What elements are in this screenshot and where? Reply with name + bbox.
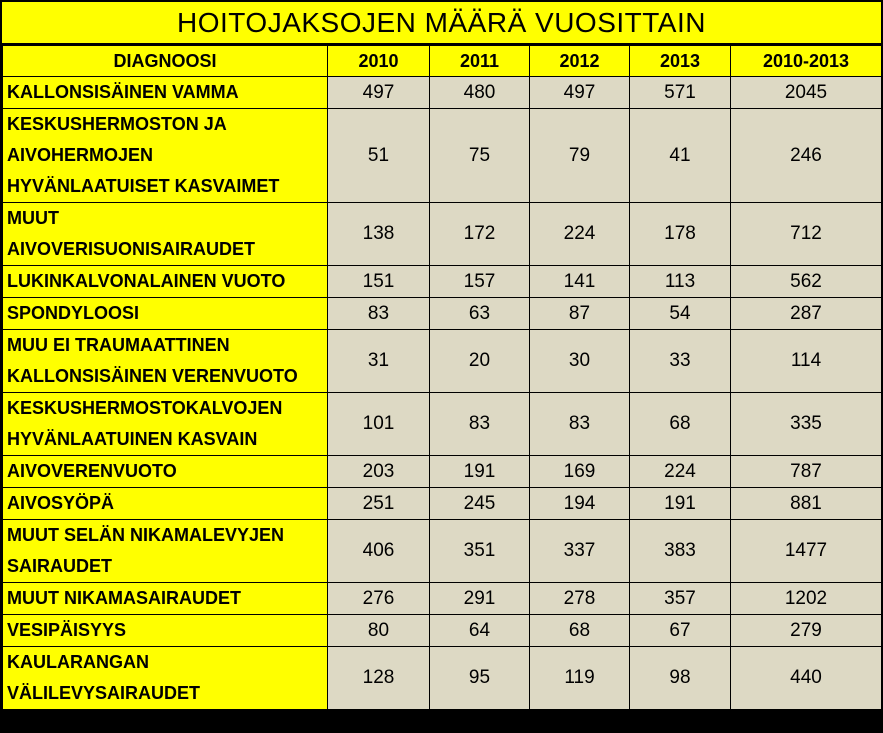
diagnosis-cell[interactable] — [3, 266, 328, 298]
value-cell[interactable]: 141 — [530, 266, 630, 298]
table-row — [3, 647, 882, 710]
value-cell[interactable]: 245 — [430, 488, 530, 520]
value-cell[interactable]: 64 — [430, 615, 530, 647]
value-cell[interactable]: 54 — [630, 298, 731, 330]
diagnosis-cell[interactable] — [3, 520, 328, 583]
table-row — [3, 488, 882, 520]
value-cell[interactable]: 440 — [731, 647, 882, 710]
value-cell[interactable]: 51 — [328, 109, 430, 203]
value-cell[interactable]: 33 — [630, 330, 731, 393]
value-cell[interactable]: 80 — [328, 615, 430, 647]
diagnosis-cell[interactable] — [3, 488, 328, 520]
diagnosis-line: KESKUSHERMOSTOKALVOJEN — [7, 398, 283, 418]
value-cell[interactable]: 291 — [430, 583, 530, 615]
diagnosis-line: MUUT SELÄN NIKAMALEVYJEN — [7, 525, 285, 545]
value-cell[interactable]: 279 — [731, 615, 882, 647]
diagnosis-line: AIVOVERISUONISAIRAUDET — [7, 239, 256, 259]
value-cell[interactable]: 383 — [630, 520, 731, 583]
table-row — [3, 77, 882, 109]
column-header-2013[interactable]: 2013 — [630, 46, 731, 77]
diagnosis-line: LUKINKALVONALAINEN VUOTO — [7, 271, 286, 291]
table-row — [3, 109, 882, 203]
value-cell[interactable]: 406 — [328, 520, 430, 583]
table-row — [3, 330, 882, 393]
value-cell[interactable]: 128 — [328, 647, 430, 710]
diagnosis-line: VESIPÄISYYS — [7, 620, 127, 640]
data-table — [2, 45, 882, 710]
diagnosis-line: KAULARANGAN — [7, 652, 149, 672]
column-header-diagnosis[interactable]: DIAGNOOSI — [3, 46, 328, 77]
table-row — [3, 583, 882, 615]
value-cell[interactable]: 1477 — [731, 520, 882, 583]
value-cell[interactable]: 31 — [328, 330, 430, 393]
value-cell[interactable]: 497 — [328, 77, 430, 109]
value-cell[interactable]: 98 — [630, 647, 731, 710]
table-row — [3, 520, 882, 583]
value-cell[interactable]: 20 — [430, 330, 530, 393]
value-cell[interactable]: 194 — [530, 488, 630, 520]
column-header-2010[interactable]: 2010 — [328, 46, 430, 77]
value-cell[interactable]: 191 — [630, 488, 731, 520]
value-cell[interactable]: 114 — [731, 330, 882, 393]
diagnosis-line: HYVÄNLAATUISET KASVAIMET — [7, 176, 280, 196]
value-cell[interactable]: 337 — [530, 520, 630, 583]
value-cell[interactable]: 497 — [530, 77, 630, 109]
diagnosis-cell[interactable] — [3, 77, 328, 109]
value-cell[interactable]: 172 — [430, 203, 530, 266]
diagnosis-cell[interactable] — [3, 330, 328, 393]
table-body — [3, 77, 882, 710]
value-cell[interactable]: 83 — [328, 298, 430, 330]
column-header-2011[interactable]: 2011 — [430, 46, 530, 77]
value-cell[interactable]: 30 — [530, 330, 630, 393]
value-cell[interactable]: 75 — [430, 109, 530, 203]
value-cell[interactable]: 151 — [328, 266, 430, 298]
diagnosis-cell[interactable] — [3, 456, 328, 488]
diagnosis-cell[interactable] — [3, 298, 328, 330]
diagnosis-cell[interactable] — [3, 583, 328, 615]
diagnosis-line: VÄLILEVYSAIRAUDET — [7, 683, 201, 703]
value-cell[interactable]: 63 — [430, 298, 530, 330]
table-title: HOITOJAKSOJEN MÄÄRÄ VUOSITTAIN — [2, 2, 881, 45]
value-cell[interactable]: 41 — [630, 109, 731, 203]
diagnosis-cell[interactable] — [3, 109, 328, 203]
value-cell[interactable]: 67 — [630, 615, 731, 647]
value-cell[interactable]: 83 — [530, 393, 630, 456]
diagnosis-cell[interactable] — [3, 647, 328, 710]
value-cell[interactable]: 101 — [328, 393, 430, 456]
value-cell[interactable]: 287 — [731, 298, 882, 330]
value-cell[interactable]: 83 — [430, 393, 530, 456]
table-row — [3, 393, 882, 456]
diagnosis-line: HYVÄNLAATUINEN KASVAIN — [7, 429, 258, 449]
value-cell[interactable]: 87 — [530, 298, 630, 330]
value-cell[interactable]: 178 — [630, 203, 731, 266]
diagnosis-line: KALLONSISÄINEN VAMMA — [7, 82, 239, 102]
value-cell[interactable]: 251 — [328, 488, 430, 520]
value-cell[interactable]: 191 — [430, 456, 530, 488]
value-cell[interactable]: 113 — [630, 266, 731, 298]
value-cell[interactable]: 119 — [530, 647, 630, 710]
value-cell[interactable]: 224 — [530, 203, 630, 266]
diagnosis-cell[interactable] — [3, 615, 328, 647]
table-row — [3, 456, 882, 488]
value-cell[interactable]: 203 — [328, 456, 430, 488]
table-row — [3, 615, 882, 647]
diagnosis-line: MUUT NIKAMASAIRAUDET — [7, 588, 241, 608]
diagnosis-cell[interactable] — [3, 393, 328, 456]
value-cell[interactable]: 1202 — [731, 583, 882, 615]
value-cell[interactable]: 68 — [530, 615, 630, 647]
value-cell[interactable]: 2045 — [731, 77, 882, 109]
header-row — [3, 46, 882, 77]
column-header-2012[interactable]: 2012 — [530, 46, 630, 77]
table-row — [3, 298, 882, 330]
value-cell[interactable]: 351 — [430, 520, 530, 583]
value-cell[interactable]: 79 — [530, 109, 630, 203]
diagnosis-line: SPONDYLOOSI — [7, 303, 140, 323]
value-cell[interactable]: 881 — [731, 488, 882, 520]
value-cell[interactable]: 335 — [731, 393, 882, 456]
value-cell[interactable]: 157 — [430, 266, 530, 298]
table-row — [3, 203, 882, 266]
diagnosis-line: AIVOSYÖPÄ — [7, 493, 115, 513]
value-cell[interactable]: 278 — [530, 583, 630, 615]
value-cell[interactable]: 224 — [630, 456, 731, 488]
value-cell[interactable]: 571 — [630, 77, 731, 109]
value-cell[interactable]: 138 — [328, 203, 430, 266]
diagnosis-line: KESKUSHERMOSTON JA — [7, 114, 227, 134]
table-row — [3, 266, 882, 298]
diagnosis-line: MUU EI TRAUMAATTINEN — [7, 335, 230, 355]
value-cell[interactable]: 562 — [731, 266, 882, 298]
value-cell[interactable]: 480 — [430, 77, 530, 109]
column-header-total[interactable]: 2010-2013 — [731, 46, 882, 77]
value-cell[interactable]: 68 — [630, 393, 731, 456]
value-cell[interactable]: 246 — [731, 109, 882, 203]
diagnosis-line: KALLONSISÄINEN VERENVUOTO — [7, 366, 298, 386]
diagnosis-line: AIVOHERMOJEN — [7, 145, 154, 165]
value-cell[interactable]: 276 — [328, 583, 430, 615]
diagnosis-line: SAIRAUDET — [7, 556, 113, 576]
value-cell[interactable]: 357 — [630, 583, 731, 615]
value-cell[interactable]: 712 — [731, 203, 882, 266]
value-cell[interactable]: 95 — [430, 647, 530, 710]
diagnosis-cell[interactable] — [3, 203, 328, 266]
diagnosis-line: AIVOVERENVUOTO — [7, 461, 177, 481]
value-cell[interactable]: 787 — [731, 456, 882, 488]
diagnosis-line: MUUT — [7, 208, 59, 228]
value-cell[interactable]: 169 — [530, 456, 630, 488]
